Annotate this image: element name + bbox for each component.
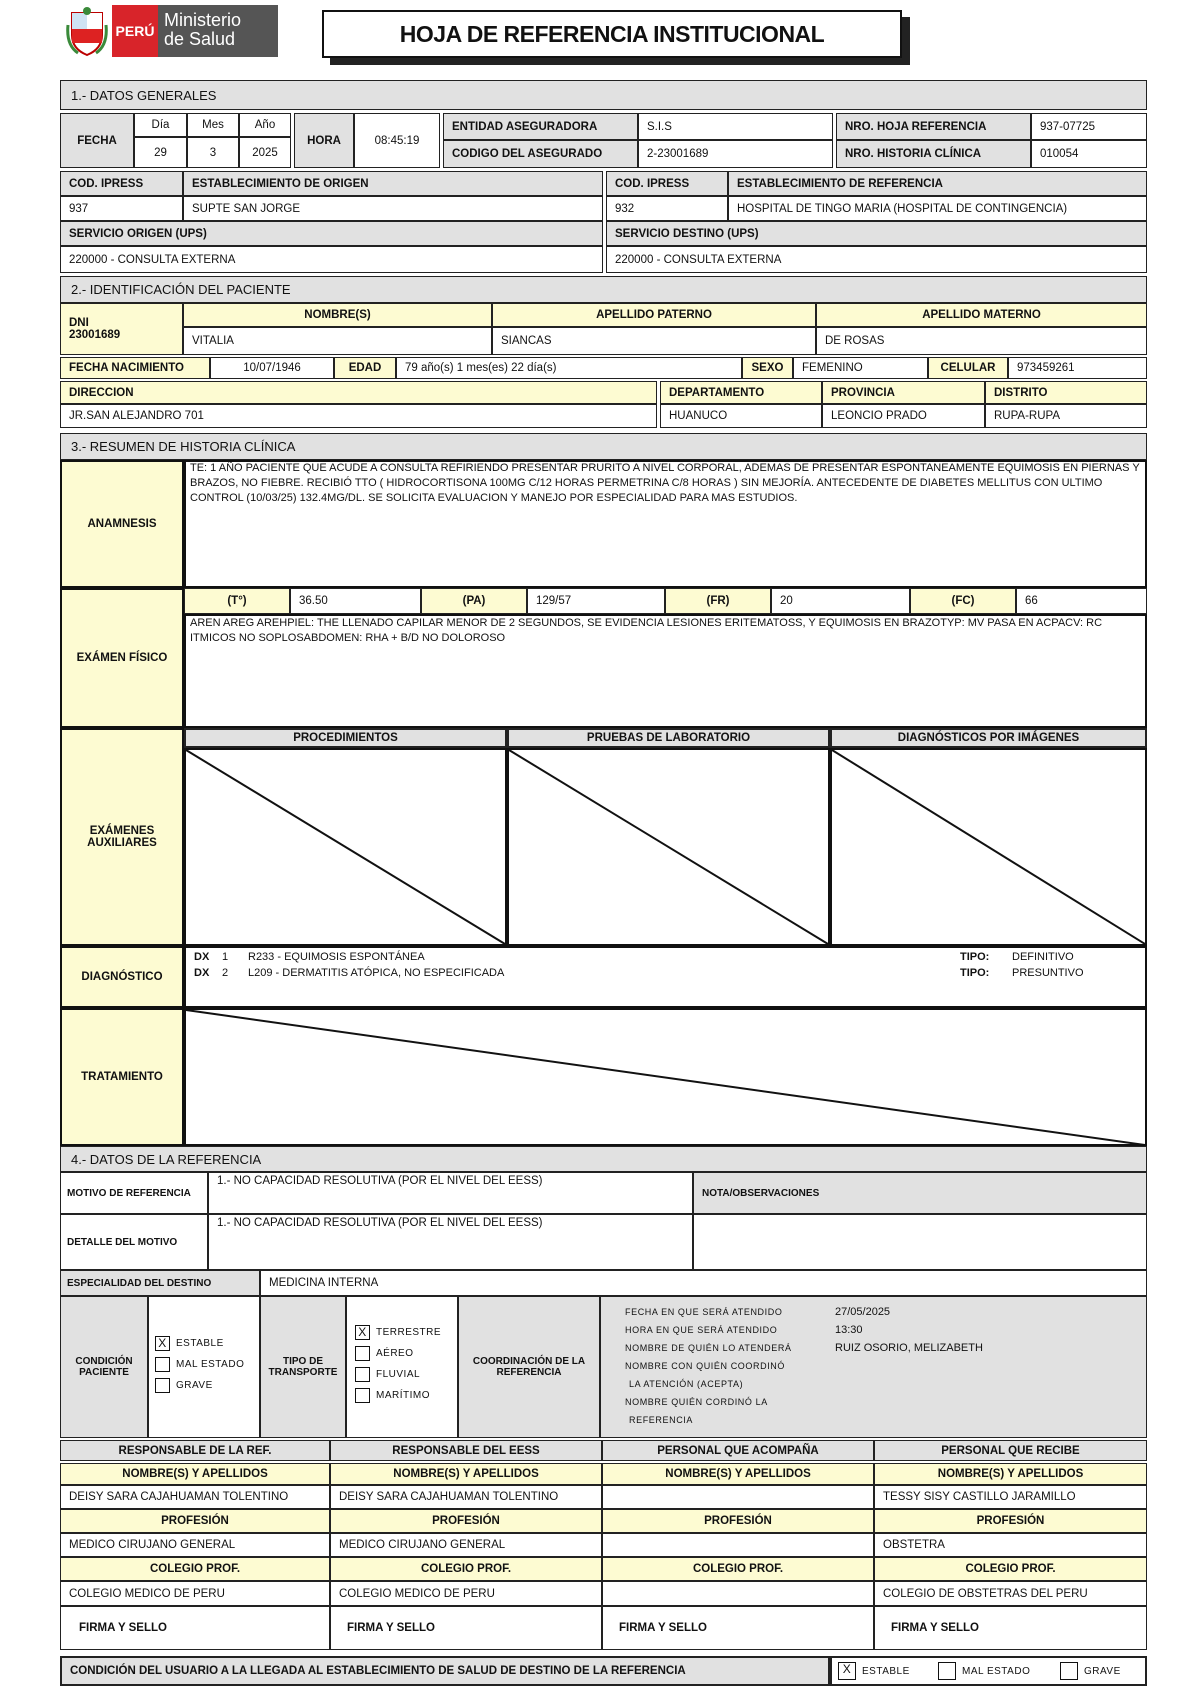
profesion-label-1: PROFESIÓN xyxy=(60,1509,330,1533)
direccion-value: JR.SAN ALEJANDRO 701 xyxy=(60,404,657,428)
nro-hoja-value: 937-07725 xyxy=(1031,113,1147,140)
checkbox-llegada-estable[interactable]: X xyxy=(838,1662,856,1680)
colegio-value-1: COLEGIO MEDICO DE PERU xyxy=(60,1581,330,1606)
colegio-value-4: COLEGIO DE OBSTETRAS DEL PERU xyxy=(874,1581,1147,1606)
colegio-label-2: COLEGIO PROF. xyxy=(330,1557,602,1581)
serv-origen-label: SERVICIO ORIGEN (UPS) xyxy=(60,221,603,246)
logo-country: PERÚ xyxy=(112,5,158,57)
cod-ipress-ref-value: 932 xyxy=(606,196,728,221)
pruebas-laboratorio-label: PRUEBAS DE LABORATORIO xyxy=(507,728,830,748)
motivo-referencia-label: MOTIVO DE REFERENCIA xyxy=(60,1172,208,1214)
llegada-option-mal-estado[interactable]: MAL ESTADO xyxy=(938,1662,1060,1680)
firma-sello-3[interactable]: FIRMA Y SELLO xyxy=(602,1606,874,1650)
fc-label: (FC) xyxy=(910,588,1016,614)
hora-value: 08:45:19 xyxy=(354,113,440,168)
tipo-transporte-options xyxy=(346,1296,458,1438)
quien-atendera-value: RUIZ OSORIO, MELIZABETH xyxy=(835,1342,983,1354)
condicion-paciente-label: CONDICIÓN PACIENTE xyxy=(60,1296,148,1438)
nombre-value-1: DEISY SARA CAJAHUAMAN TOLENTINO xyxy=(60,1485,330,1509)
diagnosis-row-1: DX 1 R233 - EQUIMOSIS ESPONTÁNEA TIPO: DEFINITIVO xyxy=(194,951,1074,963)
cod-ipress-origen-label: COD. IPRESS xyxy=(60,171,183,196)
profesion-label-4: PROFESIÓN xyxy=(874,1509,1147,1533)
firma-sello-2[interactable]: FIRMA Y SELLO xyxy=(330,1606,602,1650)
section-datos-generales: 1.- DATOS GENERALES xyxy=(60,80,1147,110)
checkbox-grave[interactable] xyxy=(155,1378,170,1393)
profesion-label-2: PROFESIÓN xyxy=(330,1509,602,1533)
nota-observaciones-label: NOTA/OBSERVACIONES xyxy=(693,1172,1147,1214)
transporte-option-fluvial[interactable]: FLUVIAL xyxy=(355,1367,420,1382)
llegada-option-grave[interactable]: GRAVE xyxy=(1060,1662,1121,1680)
ap-materno-value: DE ROSAS xyxy=(816,327,1147,355)
nombres-value: VITALIA xyxy=(183,327,492,355)
condicion-paciente-options xyxy=(148,1296,260,1438)
tipo-transporte-label: TIPO DE TRANSPORTE xyxy=(260,1296,346,1438)
celular-label: CELULAR xyxy=(928,357,1008,379)
transporte-option-aereo[interactable]: AÉREO xyxy=(355,1346,414,1361)
nombre-label-1: NOMBRE(S) Y APELLIDOS xyxy=(60,1463,330,1485)
transporte-option-terrestre[interactable]: X TERRESTRE xyxy=(355,1325,441,1340)
profesion-value-4: OBSTETRA xyxy=(874,1533,1147,1557)
provincia-label: PROVINCIA xyxy=(822,381,985,404)
examenes-auxiliares-label: EXÁMENES AUXILIARES xyxy=(60,728,184,946)
tratamiento-box xyxy=(184,1008,1147,1146)
section-resumen-historia: 3.- RESUMEN DE HISTORIA CLÍNICA xyxy=(60,433,1147,460)
procedimientos-label: PROCEDIMIENTOS xyxy=(184,728,507,748)
especialidad-destino-label: ESPECIALIDAD DEL DESTINO xyxy=(60,1270,260,1296)
pa-label: (PA) xyxy=(421,588,527,614)
temp-label: (T°) xyxy=(184,588,290,614)
pa-value: 129/57 xyxy=(527,588,665,614)
dni-value: 23001689 xyxy=(69,329,121,341)
checkbox-llegada-mal-estado[interactable] xyxy=(938,1662,956,1680)
colegio-label-3: COLEGIO PROF. xyxy=(602,1557,874,1581)
provincia-value: LEONCIO PRADO xyxy=(822,404,985,428)
section-datos-referencia: 4.- DATOS DE LA REFERENCIA xyxy=(60,1146,1147,1172)
diagnostico-label: DIAGNÓSTICO xyxy=(60,946,184,1008)
header-responsable-ref: RESPONSABLE DE LA REF. xyxy=(60,1440,330,1461)
cod-ipress-ref-label: COD. IPRESS xyxy=(606,171,728,196)
coordinacion-referencia-label: COORDINACIÓN DE LA REFERENCIA xyxy=(458,1296,600,1438)
temp-value: 36.50 xyxy=(290,588,421,614)
direccion-label: DIRECCION xyxy=(60,381,657,404)
page-title: HOJA DE REFERENCIA INSTITUCIONAL xyxy=(322,10,902,58)
llegada-option-estable[interactable]: X ESTABLE xyxy=(838,1662,938,1680)
fecha-label: FECHA xyxy=(60,113,134,168)
nota-observaciones-value xyxy=(693,1214,1147,1270)
firma-sello-4[interactable]: FIRMA Y SELLO xyxy=(874,1606,1147,1650)
checkbox-aereo[interactable] xyxy=(355,1346,370,1361)
anamnesis-label: ANAMNESIS xyxy=(60,460,184,588)
departamento-label: DEPARTAMENTO xyxy=(660,381,822,404)
nro-historia-label: NRO. HISTORIA CLÍNICA xyxy=(836,140,1031,168)
header-responsable-eess: RESPONSABLE DEL EESS xyxy=(330,1440,602,1461)
edad-label: EDAD xyxy=(334,357,396,379)
mes-value: 3 xyxy=(187,137,239,168)
header-personal-recibe: PERSONAL QUE RECIBE xyxy=(874,1440,1147,1461)
diagnosis-row-2: DX 2 L209 - DERMATITIS ATÓPICA, NO ESPECIFICADA TIPO: PRESUNTIVO xyxy=(194,967,1084,979)
examen-fisico-text: AREN AREG AREHPIEL: THE LLENADO CAPILAR MENOR DE 2 SEGUNDOS, SE EVIDENCIA LESIONES ERITEMATOSS, Y EQUIMOSIS EN BRAZOTYP: MV PASA EN ACPACV: RC ITMICOS NO SOPLOSABDOMEN: RHA + B/D NO DOLOROSO xyxy=(190,617,1103,644)
ap-paterno-label: APELLIDO PATERNO xyxy=(492,303,816,327)
fecha-atencion-value: 27/05/2025 xyxy=(835,1306,891,1318)
checkbox-fluvial[interactable] xyxy=(355,1367,370,1382)
section-identificacion: 2.- IDENTIFICACIÓN DEL PACIENTE xyxy=(60,276,1147,303)
coordinacion-labels: FECHA EN QUE SERÁ ATENDIDO HORA EN QUE SERÁ ATENDIDO NOMBRE DE QUIÉN LO ATENDERÁ NOMBRE CON QUIÉN COORDINÓ LA ATENCIÓN (ACEPTA) NOMBRE QUIÉN CORDINÓ LA REFERENCIA xyxy=(625,1307,792,1425)
anio-value: 2025 xyxy=(239,137,291,168)
profesion-value-1: MEDICO CIRUJANO GENERAL xyxy=(60,1533,330,1557)
edad-value: 79 año(s) 1 mes(es) 22 día(s) xyxy=(396,357,742,379)
sexo-label: SEXO xyxy=(742,357,793,379)
checkbox-maritimo[interactable] xyxy=(355,1388,370,1403)
fc-value: 66 xyxy=(1016,588,1147,614)
cond-option-estable[interactable]: X ESTABLE xyxy=(155,1336,224,1351)
codigo-asegurado-label: CODIGO DEL ASEGURADO xyxy=(443,140,638,168)
departamento-value: HUANUCO xyxy=(660,404,822,428)
anio-label: Año xyxy=(239,113,291,137)
nombre-value-3 xyxy=(602,1485,874,1509)
anamnesis-text: TE: 1 AÑO PACIENTE QUE ACUDE A CONSULTA REFIRIENDO PRESENTAR PRURITO A NIVEL CORPORAL, ADEMAS DE PRESENTAR ESPONTANEAMENTE EQUIMOSIS EN PIERNAS Y BRAZOS, NO FIEBRE. RECIBIÓ TTO ( HIDROCORTISONA 100MG C/12 HORAS PERMETRINA C/8 HORAS ) SIN MEJORÍA. ANTECEDENTE DE DIABETES MELLITUS CON ULTIMO CONTROL (10/03/25) 132.4MG/DL. SE SOLICITA EVALUACION Y MANEJO POR ESPECIALIDAD PARA MAS ESTUDIOS. xyxy=(190,462,1140,504)
especialidad-destino-value: MEDICINA INTERNA xyxy=(260,1270,1147,1296)
nombres-label: NOMBRE(S) xyxy=(183,303,492,327)
logo-ministry-text: Ministerio de Salud xyxy=(158,5,278,57)
checkbox-llegada-grave[interactable] xyxy=(1060,1662,1078,1680)
tratamiento-label: TRATAMIENTO xyxy=(60,1008,184,1146)
serv-destino-label: SERVICIO DESTINO (UPS) xyxy=(606,221,1147,246)
dia-value: 29 xyxy=(134,137,187,168)
checkbox-mal-estado[interactable] xyxy=(155,1357,170,1372)
sexo-value: FEMENINO xyxy=(793,357,928,379)
fnac-value: 10/07/1946 xyxy=(210,357,334,379)
cod-ipress-origen-value: 937 xyxy=(60,196,183,221)
nombre-label-2: NOMBRE(S) Y APELLIDOS xyxy=(330,1463,602,1485)
mes-label: Mes xyxy=(187,113,239,137)
diagnosis-list xyxy=(194,951,1144,983)
distrito-label: DISTRITO xyxy=(985,381,1147,404)
cond-option-grave[interactable]: GRAVE xyxy=(155,1378,213,1393)
checkbox-terrestre[interactable]: X xyxy=(355,1325,370,1340)
fnac-label: FECHA NACIMIENTO xyxy=(60,357,210,379)
estab-origen-value: SUPTE SAN JORGE xyxy=(183,196,603,221)
nombre-label-3: NOMBRE(S) Y APELLIDOS xyxy=(602,1463,874,1485)
nro-hoja-label: NRO. HOJA REFERENCIA xyxy=(836,113,1031,140)
ap-paterno-value: SIANCAS xyxy=(492,327,816,355)
colegio-value-3 xyxy=(602,1581,874,1606)
fr-label: (FR) xyxy=(665,588,771,614)
colegio-label-4: COLEGIO PROF. xyxy=(874,1557,1147,1581)
nombre-value-2: DEISY SARA CAJAHUAMAN TOLENTINO xyxy=(330,1485,602,1509)
serv-origen-value: 220000 - CONSULTA EXTERNA xyxy=(60,246,603,273)
nombre-value-4: TESSY SISY CASTILLO JARAMILLO xyxy=(874,1485,1147,1509)
transporte-option-maritimo[interactable]: MARÍTIMO xyxy=(355,1388,430,1403)
coordinacion-details xyxy=(600,1296,1147,1438)
celular-value: 973459261 xyxy=(1008,357,1147,379)
nombre-label-4: NOMBRE(S) Y APELLIDOS xyxy=(874,1463,1147,1485)
condicion-llegada-label: CONDICIÓN DEL USUARIO A LA LLEGADA AL ESTABLECIMIENTO DE SALUD DE DESTINO DE LA REFERENCIA xyxy=(60,1656,830,1686)
estab-origen-label: ESTABLECIMIENTO DE ORIGEN xyxy=(183,171,603,196)
cond-option-mal-estado[interactable]: MAL ESTADO xyxy=(155,1357,244,1372)
fr-value: 20 xyxy=(771,588,910,614)
firma-sello-1[interactable]: FIRMA Y SELLO xyxy=(60,1606,330,1650)
hora-label: HORA xyxy=(294,113,354,168)
distrito-value: RUPA-RUPA xyxy=(985,404,1147,428)
colegio-value-2: COLEGIO MEDICO DE PERU xyxy=(330,1581,602,1606)
profesion-label-3: PROFESIÓN xyxy=(602,1509,874,1533)
entidad-label: ENTIDAD ASEGURADORA xyxy=(443,113,638,140)
condicion-llegada-options xyxy=(830,1656,1147,1686)
estab-ref-value: HOSPITAL DE TINGO MARIA (HOSPITAL DE CONTINGENCIA) xyxy=(728,196,1147,221)
diagnosticos-imagenes-label: DIAGNÓSTICOS POR IMÁGENES xyxy=(830,728,1147,748)
profesion-value-3 xyxy=(602,1533,874,1557)
colegio-label-1: COLEGIO PROF. xyxy=(60,1557,330,1581)
motivo-referencia-value: 1.- NO CAPACIDAD RESOLUTIVA (POR EL NIVEL DEL EESS) xyxy=(208,1172,693,1214)
hora-atencion-value: 13:30 xyxy=(835,1324,863,1336)
serv-destino-value: 220000 - CONSULTA EXTERNA xyxy=(606,246,1147,273)
header-personal-acompana: PERSONAL QUE ACOMPAÑA xyxy=(602,1440,874,1461)
examen-fisico-label: EXÁMEN FÍSICO xyxy=(60,588,184,728)
coordinacion-values xyxy=(835,1303,983,1357)
dni-label: DNI xyxy=(69,317,89,329)
nro-historia-value: 010054 xyxy=(1031,140,1147,168)
ap-materno-label: APELLIDO MATERNO xyxy=(816,303,1147,327)
dia-label: Día xyxy=(134,113,187,137)
checkbox-estable[interactable]: X xyxy=(155,1336,170,1351)
profesion-value-2: MEDICO CIRUJANO GENERAL xyxy=(330,1533,602,1557)
estab-ref-label: ESTABLECIMIENTO DE REFERENCIA xyxy=(728,171,1147,196)
entidad-value: S.I.S xyxy=(638,113,833,140)
detalle-motivo-label: DETALLE DEL MOTIVO xyxy=(60,1214,208,1270)
codigo-asegurado-value: 2-23001689 xyxy=(638,140,833,168)
detalle-motivo-value: 1.- NO CAPACIDAD RESOLUTIVA (POR EL NIVEL DEL EESS) xyxy=(208,1214,693,1270)
